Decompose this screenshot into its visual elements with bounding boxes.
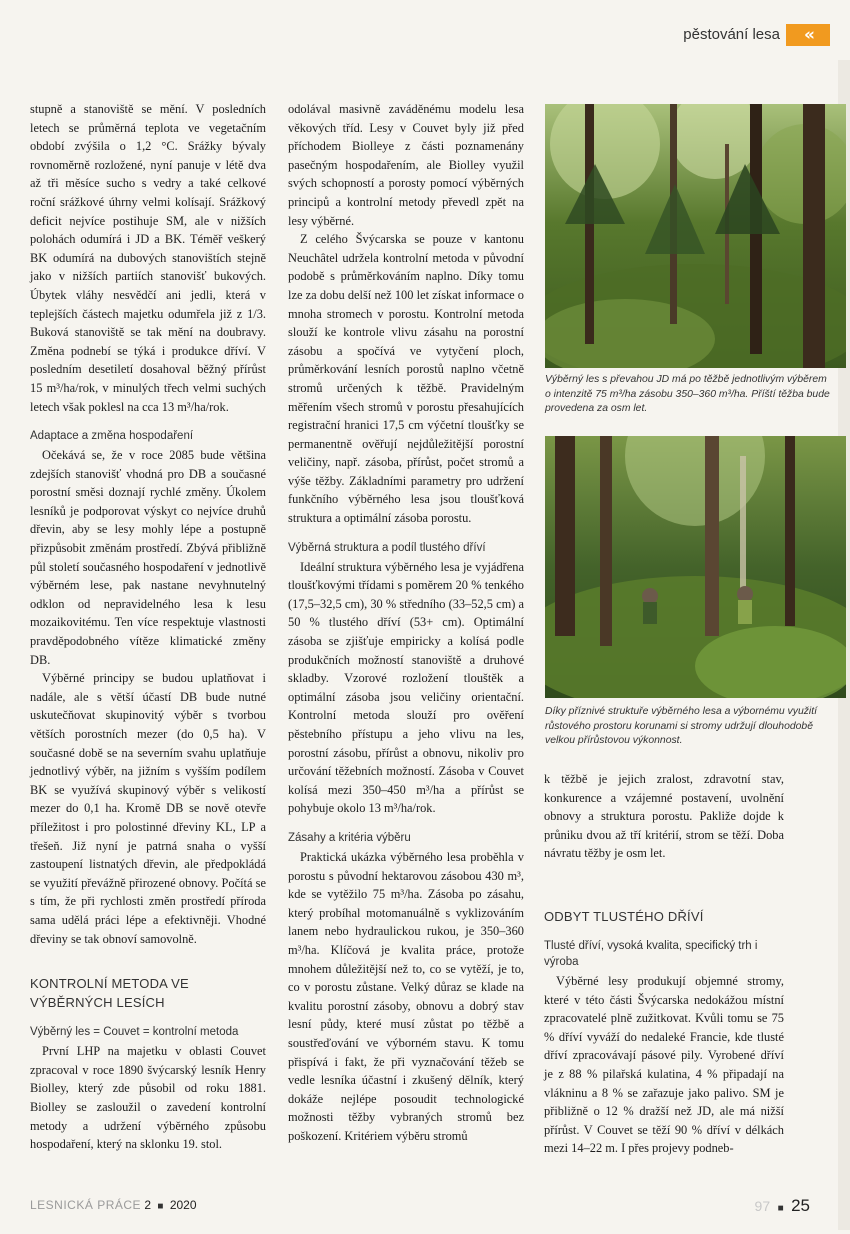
column-1 [30,100,266,1154]
column-3 [544,770,784,1158]
issue-number: 2 [144,1198,152,1212]
journal-name: LESNICKÁ PRÁCE [30,1198,142,1212]
paragraph: Z celého Švýcarska se pouze v kantonu Neuchâtel udržela kontrolní metoda v původní podobě s průměrkováním naplno. Díky tomu lze za dobu delší než 100 let získat informace o mnoha stromech v porostu. Kontrolní metoda slouží ke kontrole vlivu zásahu na porostní zásobu a spočívá ve vytyčení ploch, průměrkování lesních porostů naplno včetně stromů určených k těžbě. Pravidelným měřením všech stromů v porostu přesahujících registrační hranici 17,5 cm výčetní tloušťky se permanentně ověřují nejdůležitější porostní veličiny, např. zásoba, přírůst, počet stromů a výše těžby. Základními parametry pro udržení funkčního výběrného lesa jsou tloušťková struktura a optimální zásoba porostu. [288,232,524,526]
paragraph: První LHP na majetku v oblasti Couvet zpracoval v roce 1890 švýcarský lesník Henry Biolley, který zde působil od roku 1881. Biolley se zasloužil o zavedení kontrolní metody a udržení výběrného způsobu hospodaření, který na sklonku 19. stol. [30,1044,266,1152]
photo-caption-1: Výběrný les s převahou JD má po těžbě jednotlivým výběrem o intenzitě 75 m³/ha zásobu 350–360 m³/ha. Příští těžba bude provedena za osm let. [545,374,830,414]
paragraph: odolával masivně zaváděnému modelu lesa věkových tříd. Lesy v Couvet byly již před příchodem Biolleye z části poznamenány pasečným hospodařením, ale Biolley využil svých schopností a porosty pomocí výběrných principů a kontrolní metody převedl zpět na lesy výběrné. [288,102,524,228]
paragraph: Očekává se, že v roce 2085 bude většina zdejších stanovišť vhodná pro DB a současné porostní směsi doznají rychlé změny. Úkolem lesníků je podporovat výskyt co nejvíce druhů dřevin, aby se lesy mohly lépe a postupně přizpůsobit změnám prostředí. Zbývá přibližně půl století současného hospodaření v jednotlivě výběrném lese, pak nastane nevyhnutelný odklon od nepravidelného lesa k lesu mozaikovitému. Ten více respektuje vlastnosti pravděpodobného vítěze klimatické změny DB. [30,448,266,667]
page-number: 25 [791,1196,810,1215]
issue-year: 2020 [169,1198,197,1212]
section-header: pěstování lesa [683,26,780,43]
paragraph: stupně a stanoviště se mění. V posledních letech se průměrná teplota ve vegetačním období zvýšila o 1,2 °C. Srážky bývaly rovnoměrně rozložené, nyní panuje v létě dva až tři měsíce sucho s vedry a také celkové roční srážkové úhrny velmi kolísají. Srážkový deficit nejvíce postihuje SM, ale v nižších polohách odumírá i JD a BK. Téměř veškerý BK odumírá na dubových stanovištích stejně jako v nižších partiích stanovišť bukových. Úbytek vláhy nesvědčí ani jedli, která v teplejších částech majetku odumřela již z 1/3. Buková stanoviště se tak mění na doubravy. Změna podnebí se týká i produkce dříví. V posledním desetiletí dosahoval běžný přírůst 15 m³/ha/rok, v minulých třech velmi suchých letech však poklesl na cca 13 m³/ha/rok. [30,102,266,414]
paragraph: Praktická ukázka výběrného lesa proběhla v porostu s původní hektarovou zásobou 430 m³, kde se vytěžilo 75 m³/ha. Zásoba po zásahu, který probíhal motomanuálně s vyklizováním lanem nebo hydraulickou rukou, je 350–360 m³/ha. Klíčová je kvalita práce, protože mnohem důležitější než to, co se vytěží, je to, co v porostu zůstane. Velký důraz se klade na kvalitu porostní zásoby, obnovu a dobrý stav lesní půdy, které musí zůstat po těžbě a soustřeďování ve výborném stavu. K tomu přispívá i fakt, že při vyznačování těžeb se vedle lesníka účastní i zkušený dělník, který dokáže nejlépe posoudit technologické možnosti těžby vybraných stromů bez poškození. Kritériem výběru stromů [288,849,524,1143]
paragraph: Výběrné lesy produkují objemné stromy, které v této části Švýcarska nedokážou místní zpracovatelé plně zužitkovat. Kvůli tomu se 75 % dříví vyváží do nedaleké Francie, kde tlusté dříví zpracovávají pásové pily. Vyrobené dříví je z 88 % pilařská kulatina, 4 % připadají na vlákninu a 8 % se zařazuje jako palivo. SM je přibližně o 12 % dražší než JD, ale má nižší přírůst. V Couvet se těží 90 % dříví v délkách mezi 14–22 m. I přes projevy podneb- [544,973,784,1156]
column-2 [288,100,524,1145]
subheading: Adaptace a změna hospodaření [30,430,194,443]
forest-photo-2 [545,436,846,698]
forest-photo-1 [545,104,846,368]
paragraph: Ideální struktura výběrného lesa je vyjádřena tloušťkovými třídami s poměrem 20 % tenkého (17,5–32,5 cm), 30 % středního (33–52,5 cm) a 50 % tlustého dříví (53+ cm). Optimální zásoba se zjišťuje empiricky a kolísá podle produkčních možností stanoviště a druhové skladby. Vzorové rozložení tlouštěk a optimální zásoba jsou veličiny orientační. Kontrolní metoda slouží pro ověření pěstebního přístupu a jeho vlivu na les, porostní zásobu, přírůst a obnovu, nikoliv pro určování těžebních možností. Zásoba v Couvet kolísá mezi 350–450 m³/ha a přírůst se pohybuje okolo 13 m³/ha/rok. [288,559,524,816]
subheading: Výběrná struktura a podíl tlustého dříví [288,541,486,554]
paragraph: k těžbě je jejich zralost, zdravotní stav, konkurence a vzájemné postavení, uvolnění obnovy a struktura porostu. Pakliže dojde k průniku dvou až tří kritérií, strom se těží. Doba návratu těžby je osm let. [544,772,784,861]
page-number-block [720,1196,810,1216]
section-heading: KONTROLNÍ METODA VE VÝBĚRNÝCH LESÍCH [30,976,189,1011]
continuous-page-number: 97 [754,1198,771,1214]
subheading: Výběrný les = Couvet = kontrolní metoda [30,1026,239,1039]
double-chevron-left-icon: « [786,24,830,46]
bullet-icon: ■ [777,1203,784,1214]
journal-footer [30,1198,197,1212]
paragraph: Výběrné principy se budou uplatňovat i nadále, ale s větší účastí DB bude nutné uskutečňovat skupinovitý výběr s tvorbou větších porostních mezer (do 0,5 ha). V současné době se na severním svahu uplatňuje jednotlivý výběr, na jižním s vyšším podílem BK se využívá skupinový výběr s velikostí mezer do 0,1 ha. Kromě DB se nově otevře příležitost i pro polostinné dřeviny KL, LP a třešeň. Již nyní je patrná snaha o vyšší zastoupení listnatých dřevin, ale předpokládá se využití převážně přirozené obnovy. Počítá se s tím, že při rychlosti změn prostředí příroda sama udělá práci lépe a efektivněji. Vhodné dřeviny se tak obnoví samovolně. [30,671,266,946]
subheading: Tlusté dříví, vysoká kvalita, specifický trh i výroba [544,939,758,968]
photo-caption-2: Díky příznivé struktuře výběrného lesa a výbornému využití růstového prostoru korunami si stromy udržují dlouhodobě velkou přírůstovou výkonnost. [545,706,818,746]
section-heading: ODBYT TLUSTÉHO DŘÍVÍ [544,908,704,924]
subheading: Zásahy a kritéria výběru [288,831,411,844]
bullet-icon: ■ [157,1201,164,1212]
